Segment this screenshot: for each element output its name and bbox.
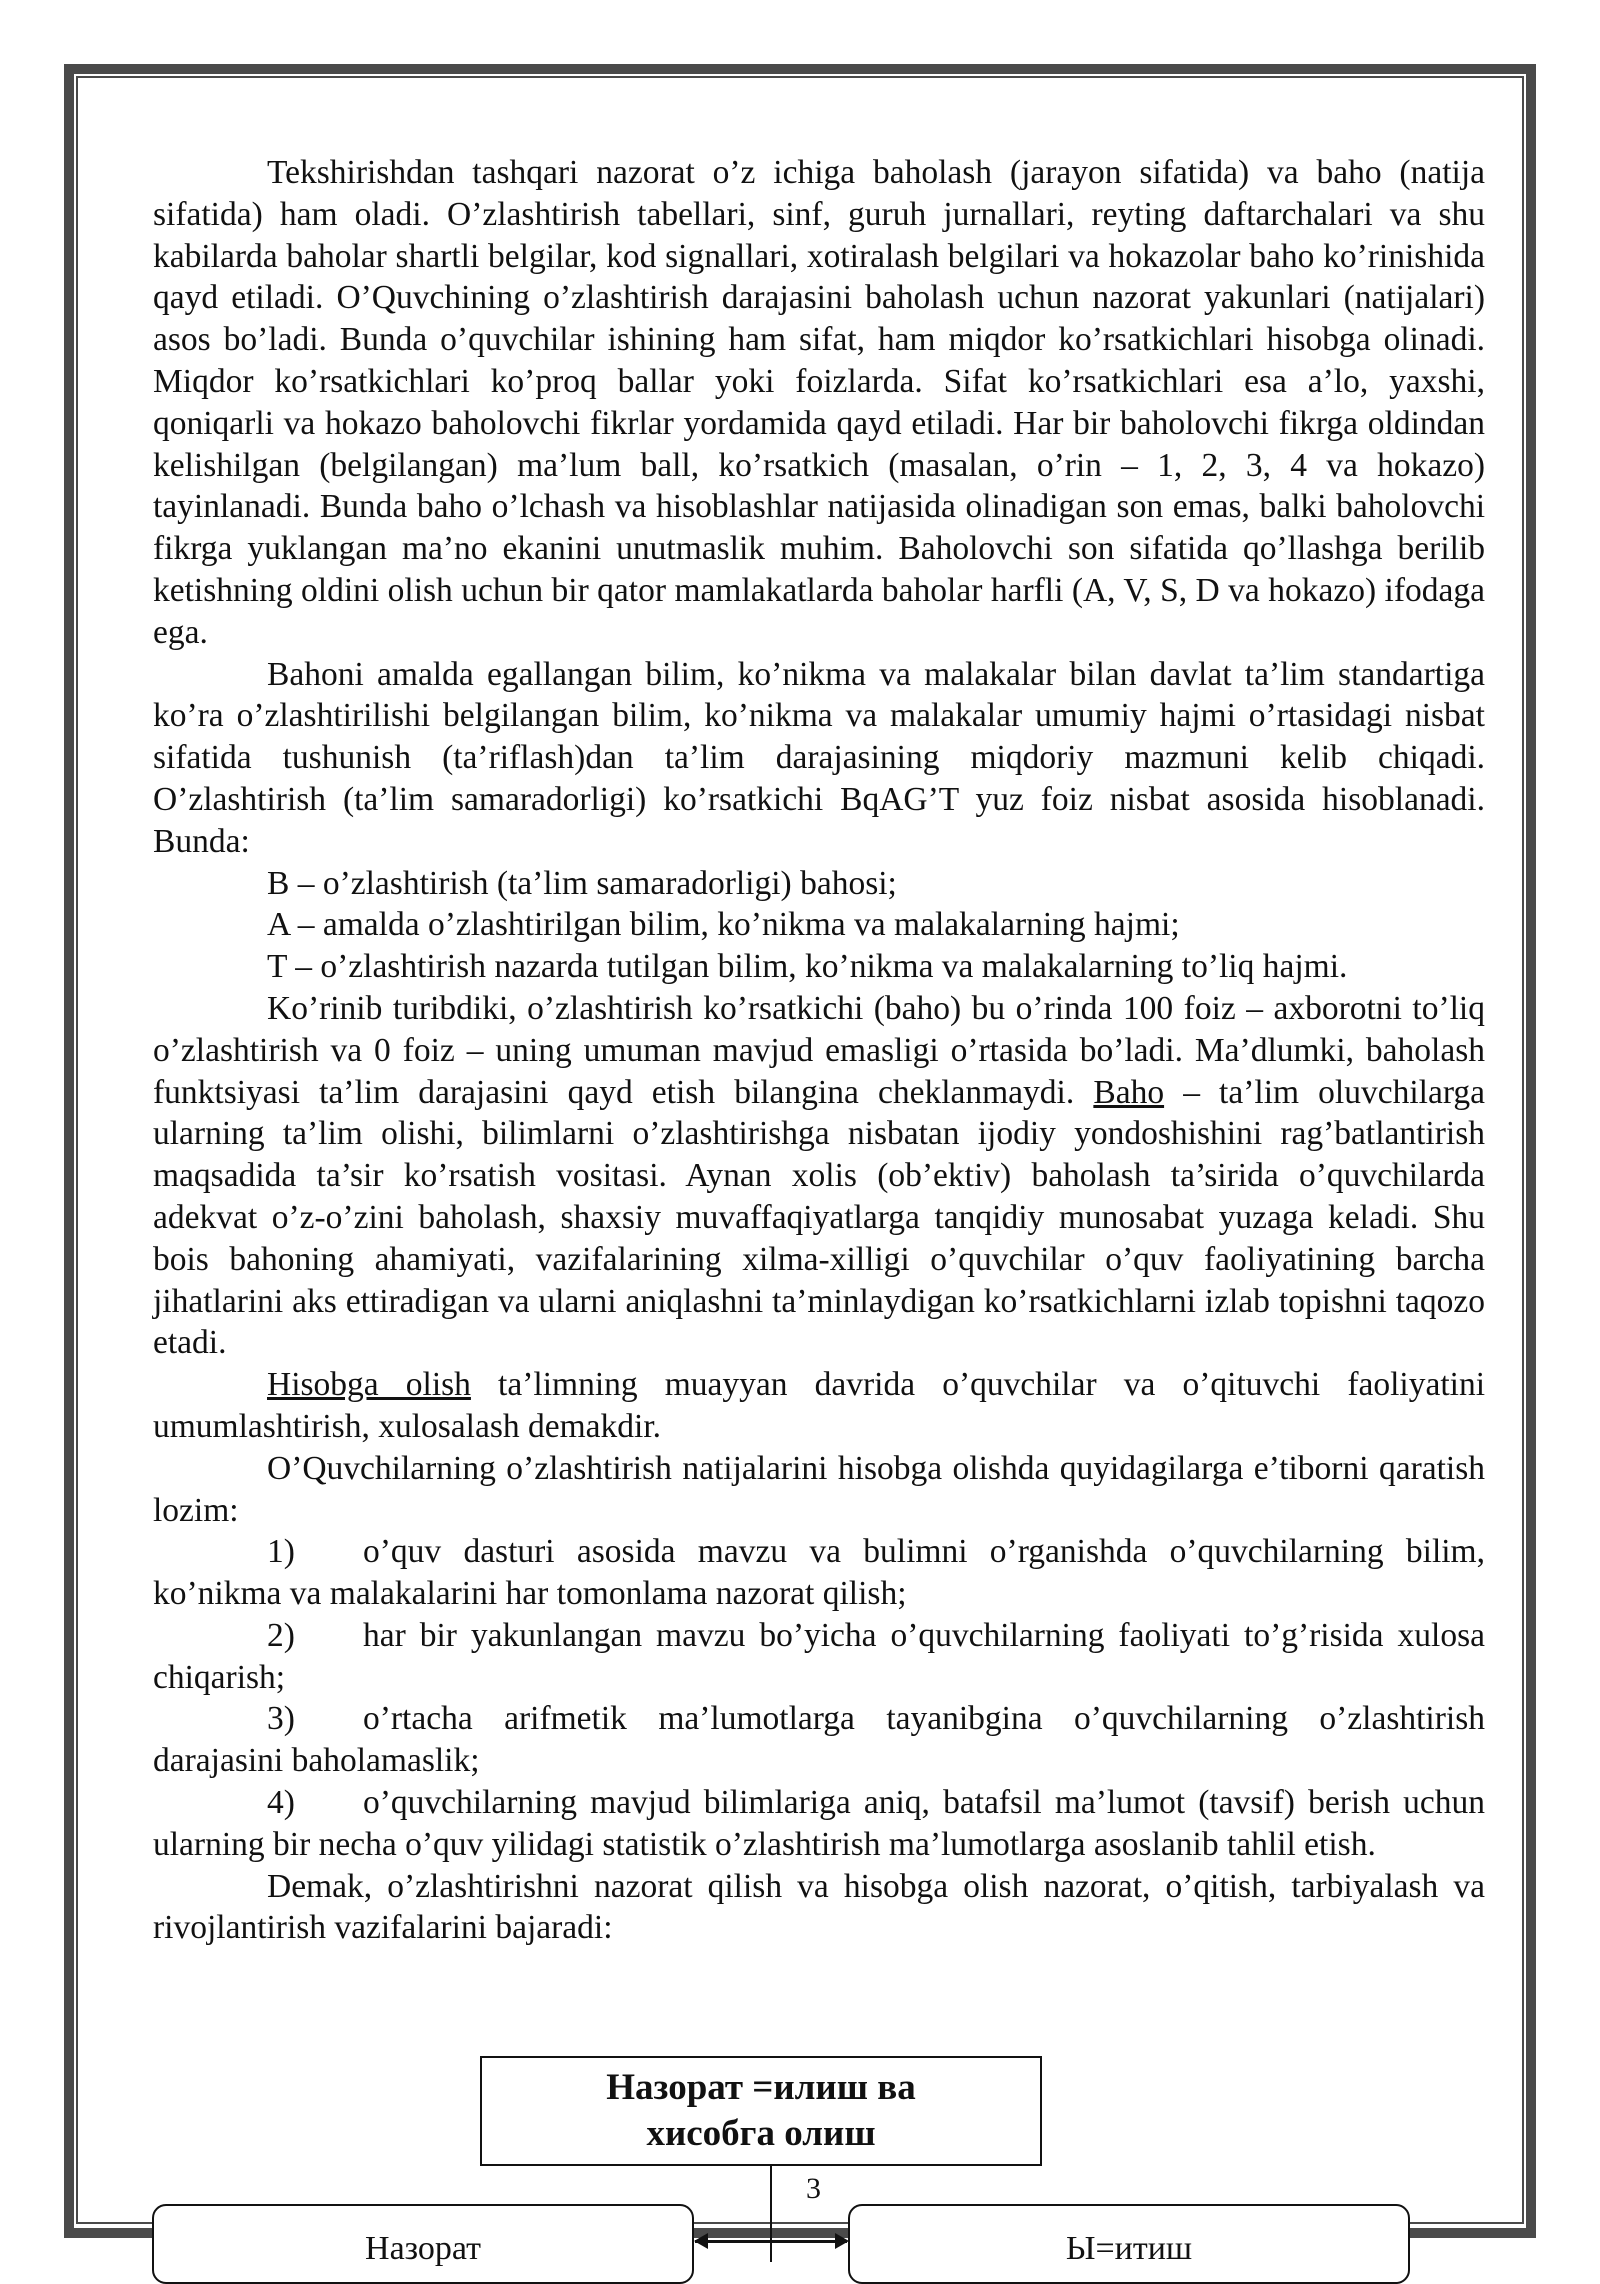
list-item-number: 1) (267, 1533, 295, 1571)
paragraph-1: Tekshirishdan tashqari nazorat o’z ichiga baholash (jarayon sifatida) va baho (natija sifatida) ham oladi. O’zlashtirish tabellari, sinf, guruh jurnallari, reyting daftarchalari va shu kabilarda baholar shartli belgilar, kod signallari, xotiralash belgilari va hokazolar baho ko’rinishida qayd etiladi. O’Quvchining o’zlashtirish darajasini baholash uchun nazorat yakunlari (natijalari) asos bo’ladi. Bunda o’quvchilar ishining ham sifat, ham miqdor ko’rsatkichlari hisobga olinadi. Miqdor ko’rsatkichlari ko’proq ballar yoki foizlarda. Sifat ko’rsatkichlari esa a’lo, yaxshi, qoniqarli va hokazo baholovchi fikrlar yordamida qayd etiladi. Har bir baholovchi fikrga oldindan kelishilgan (belgilangan) ma’lum ball, ko’rsatkich (masalan, o’rin – 1, 2, 3, 4 va hokazo) tayinlanadi. Bunda baho o’lchash va hisoblashlar natijasida olinadigan son emas, balki baholovchi fikrga yuklangan ma’no ekanini unutmaslik muhim. Baholovchi son sifatida qo’llashga berilib ketishning oldini olish uchun bir qator mamlakatlarda baholar harfli (A, V, S, D va hokazo) ifodaga ega. (153, 154, 1485, 651)
list-item-text: har bir yakunlangan mavzu bo’yicha o’quvchilarning faoliyati to’g’risida xulosa chiqarish; (153, 1616, 1485, 1696)
definition-b: B – o’zlashtirish (ta’lim samaradorligi) bahosi; (267, 864, 897, 902)
list-item-number: 3) (267, 1700, 295, 1738)
list-item-text: o’quvchilarning mavjud bilimlariga aniq, batafsil ma’lumot (tavsif) berish uchun ularning bir necha o’quv yilidagi statistik o’zlashtirish ma’lumotlarga asoslanib tahlil etish. (153, 1784, 1485, 1863)
list-item-text: o’rtacha arifmetik ma’lumotlarga tayanibgina o’quvchilarning o’zlashtirish darajasini baholamaslik; (153, 1700, 1485, 1780)
term-baho: Baho (1093, 1073, 1165, 1111)
document-body (153, 152, 1485, 1949)
paragraph-4-end: ta’limning muayyan davrida o’quvchilar va o’qituvchi faoliyatini umumlashtirish, xulosalash demakdir. (153, 1366, 1486, 1445)
list-item-number: 2) (267, 1616, 295, 1654)
paragraph-2: Bahoni amalda egallangan bilim, ko’nikma va malakalar bilan davlat ta’lim standartiga ko’ra o’zlashtirilishi belgilangan bilim, ko’nikma va malakalar umumiy hajmi o’rtasidagi nisbat sifatida tushunish (ta’riflash)dan ta’lim darajasining miqdoriy mazmuni kelib chiqadi. O’zlashtirish (ta’lim samaradorligi) ko’rsatkichi BqAG’T yuz foiz nisbat asosida hisoblanadi. Bunda: (153, 655, 1485, 860)
paragraph-4 (153, 1364, 1485, 1448)
paragraph-6: Demak, o’zlashtirishni nazorat qilish va hisobga olish nazorat, o’qitish, tarbiyalash va rivojlantirish vazifalarini bajaradi: (153, 1867, 1485, 1947)
list-item (153, 1782, 1485, 1866)
diagram-main-box (480, 2056, 1042, 2166)
paragraph-3-start: Ko’rinib turibdiki, o’zlashtirish ko’rsatkichi (baho) bu o’rinda 100 foiz – axborotni to’liq o’zlashtirish va 0 foiz – uning umuman mavjud emasligi o’rtasida bo’ladi. Ma’dlumki, baholash funktsiyasi ta’lim darajasini qayd etish bilangina cheklanmaydi. (153, 989, 1485, 1111)
diagram-box-nazorat: Назорат (152, 2204, 694, 2284)
paragraph-5: O’Quvchilarning o’zlashtirish natijalarini hisobga olishda quyidagilarga e’tiborni qaratish lozim: (153, 1449, 1485, 1529)
definition-t: T – o’zlashtirish nazarda tutilgan bilim, ko’nikma va malakalarning to’liq hajmi. (267, 948, 1348, 986)
diagram-main-label: Назорат =илиш ва хисобга олиш (606, 2067, 916, 2154)
list-item-number: 4) (267, 1784, 295, 1822)
list-item-text: o’quv dasturi asosida mavzu va bulimni o’rganishda o’quvchilarning bilim, ko’nikma va malakalarini har tomonlama nazorat qilish; (153, 1533, 1485, 1613)
list-item (153, 1698, 1485, 1782)
definition-a: A – amalda o’zlashtirilgan bilim, ko’nikma va malakalarning hajmi; (267, 906, 1180, 944)
term-hisobga-olish: Hisobga olish (267, 1366, 471, 1404)
paragraph-3 (153, 988, 1485, 1364)
list-item (153, 1615, 1485, 1699)
diagram-box-oqitish: Ы=итиш (848, 2204, 1410, 2284)
list-item (153, 1531, 1485, 1615)
diagram-connector-horizontal (695, 2240, 847, 2243)
page-number: 3 (800, 2172, 827, 2206)
paragraph-3-end: – ta’lim oluvchilarga ularning ta’lim olishi, bilimlarni o’zlashtirishga nisbatan ijodiy yondoshishini rag’batlantirish maqsadida ta’sir ko’rsatish vositasi. Aynan xolis (ob’ektiv) baholash ta’sirida o’quvchilarda adekvat o’z-o’zini baholash, shaxsiy muvaffaqiyatlarga tanqidiy munosabat yuzaga keladi. Shu bois bahoning ahamiyati, vazifalarining xilma-xilligi o’quvchilar o’quv faoliyatining barcha jihatlarini aks ettiradigan va ularni aniqlashni ta’minlaydigan ko’rsatkichlarni izlab topishni taqozo etadi. (153, 1073, 1485, 1362)
